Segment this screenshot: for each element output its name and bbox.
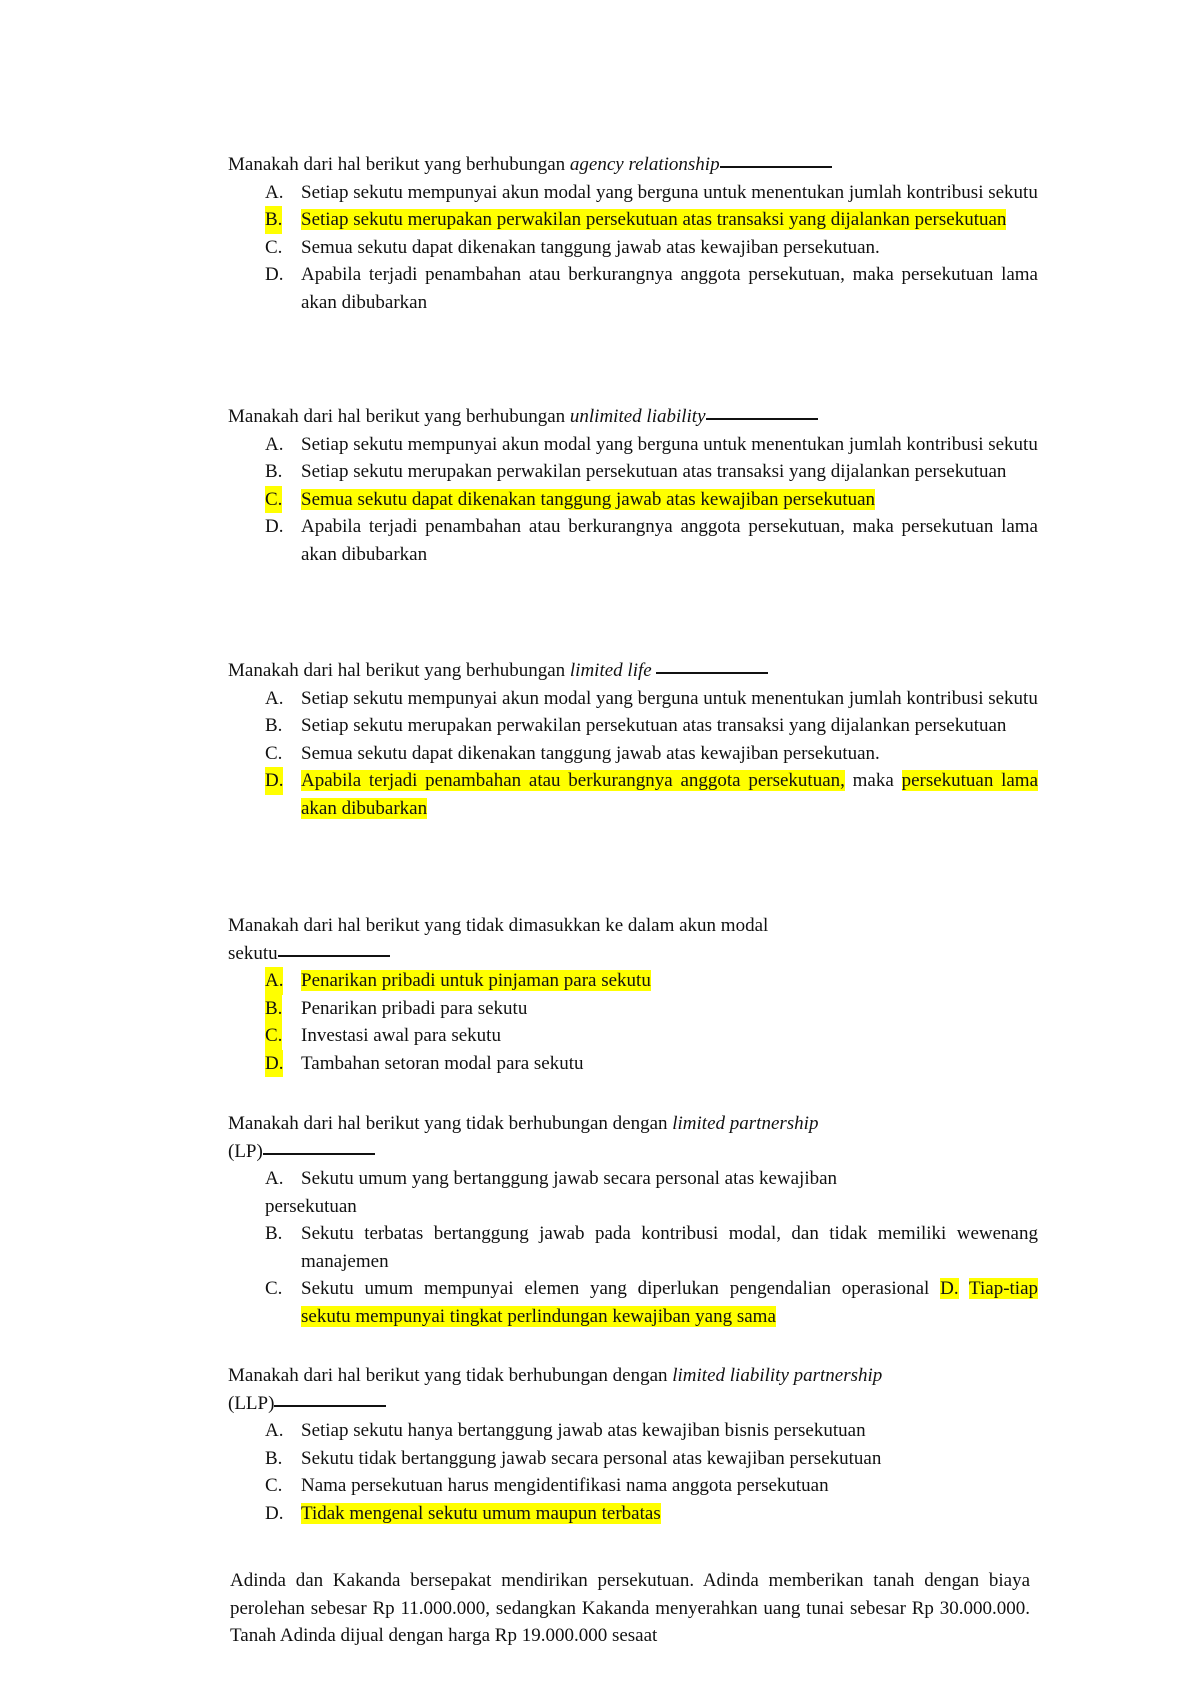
answer-blank (706, 417, 818, 420)
option-a: A. Setiap sekutu hanya bertanggung jawab atas kewajiban bisnis persekutuan (265, 1420, 866, 1441)
option-list (228, 1165, 1038, 1330)
option-a: A. Sekutu umum yang bertanggung jawab secara personal atas kewajiban (265, 1168, 838, 1189)
question-4 (228, 912, 1038, 1077)
question-stem: Manakah dari hal berikut yang tidak berhubungan dengan limited liability partnership (228, 1365, 883, 1386)
option-c: C. Investasi awal para sekutu (228, 1022, 1038, 1050)
answer-blank (720, 165, 832, 168)
option-d-highlighted: D. Tidak mengenal sekutu umum maupun terbatas (265, 1502, 661, 1524)
question-term: limited partnership (672, 1113, 819, 1134)
option-d: D. Tambahan setoran modal para sekutu (228, 1050, 1038, 1078)
option-b: B. Setiap sekutu merupakan perwakilan persekutuan atas transaksi yang dijalankan persekutuan (265, 461, 1007, 482)
answer-blank (274, 1404, 386, 1407)
option-list (228, 1417, 1038, 1527)
question-stem: Manakah dari hal berikut yang berhubungan unlimited liability (228, 403, 1038, 431)
option-b: B. Penarikan pribadi para sekutu (228, 995, 1038, 1023)
question-stem: Manakah dari hal berikut yang berhubungan limited life (228, 657, 1038, 685)
option-d: D. Apabila terjadi penambahan atau berkurangnya anggota persekutuan, maka persekutuan lama akan dibubarkan (265, 264, 1038, 313)
question-stem: Manakah dari hal berikut yang tidak berhubungan dengan limited partnership (228, 1113, 819, 1134)
option-a: A. Setiap sekutu mempunyai akun modal yang berguna untuk menentukan jumlah kontribusi sekutu (265, 433, 1038, 455)
option-b: B. Sekutu terbatas bertanggung jawab pada kontribusi modal, dan tidak memiliki wewenang manajemen (265, 1223, 1038, 1272)
question-stem-line2: sekutu (228, 940, 1038, 968)
option-a: A. Setiap sekutu mempunyai akun modal yang berguna untuk menentukan jumlah kontribusi sekutu (265, 181, 1038, 203)
question-5 (228, 1110, 1038, 1330)
question-term: limited life (569, 660, 652, 681)
question-stem: Manakah dari hal berikut yang tidak dimasukkan ke dalam akun modal (228, 915, 769, 936)
option-c: C. Semua sekutu dapat dikenakan tanggung jawab atas kewajiban persekutuan. (265, 236, 880, 258)
closing-paragraph: Adinda dan Kakanda bersepakat mendirikan persekutuan. Adinda memberikan tanah dengan biaya perolehan sebesar Rp 11.000.000, sedangkan Kakanda menyerahkan uang tunai sebesar Rp 30.000.000. Tanah Adinda dijual dengan harga Rp 19.000.000 sesaat (230, 1570, 1030, 1646)
question-6 (228, 1362, 1038, 1527)
option-a-continuation: persekutuan (265, 1195, 357, 1217)
option-c-with-d-highlighted: C. Sekutu umum mempunyai elemen yang diperlukan pengendalian operasional D. Tiap-tiap sekutu mempunyai tingkat perlindungan kewajiban yang sama (265, 1278, 1039, 1327)
question-stem: Manakah dari hal berikut yang berhubungan agency relationship (228, 151, 1038, 179)
option-b: B. Setiap sekutu merupakan perwakilan persekutuan atas transaksi yang dijalankan persekutuan (265, 715, 1007, 736)
option-list (228, 179, 1038, 317)
option-a-highlighted: A. Penarikan pribadi untuk pinjaman para sekutu (228, 967, 1038, 995)
option-d: D. Apabila terjadi penambahan atau berkurangnya anggota persekutuan, maka persekutuan lama akan dibubarkan (265, 516, 1038, 565)
option-b: B. Sekutu tidak bertanggung jawab secara personal atas kewajiban persekutuan (265, 1447, 882, 1469)
option-list (228, 431, 1038, 569)
option-c-highlighted: C. Semua sekutu dapat dikenakan tanggung jawab atas kewajiban persekutuan (228, 486, 1038, 514)
option-d-highlighted: D. Apabila terjadi penambahan atau berkurangnya anggota persekutuan, maka persekutuan lama akan dibubarkan (228, 767, 1038, 822)
answer-blank (263, 1152, 375, 1155)
question-term: limited liability partnership (672, 1365, 883, 1386)
option-b-highlighted: B. Setiap sekutu merupakan perwakilan persekutuan atas transaksi yang dijalankan persekutuan (228, 206, 1038, 234)
question-stem-line2: (LP) (228, 1138, 1038, 1166)
question-stem-line2: (LLP) (228, 1390, 1038, 1418)
option-list (228, 685, 1038, 823)
option-c: C. Semua sekutu dapat dikenakan tanggung jawab atas kewajiban persekutuan. (265, 742, 880, 764)
question-3 (228, 657, 1038, 822)
question-term: unlimited liability (569, 406, 706, 427)
answer-blank (278, 954, 390, 957)
question-term: agency relationship (569, 154, 720, 175)
option-c: C. Nama persekutuan harus mengidentifikasi nama anggota persekutuan (265, 1475, 829, 1496)
answer-blank (656, 671, 768, 674)
question-2 (228, 403, 1038, 568)
option-a: A. Setiap sekutu mempunyai akun modal yang berguna untuk menentukan jumlah kontribusi sekutu (265, 687, 1038, 709)
option-list (228, 967, 1038, 1077)
question-1 (228, 151, 1038, 316)
